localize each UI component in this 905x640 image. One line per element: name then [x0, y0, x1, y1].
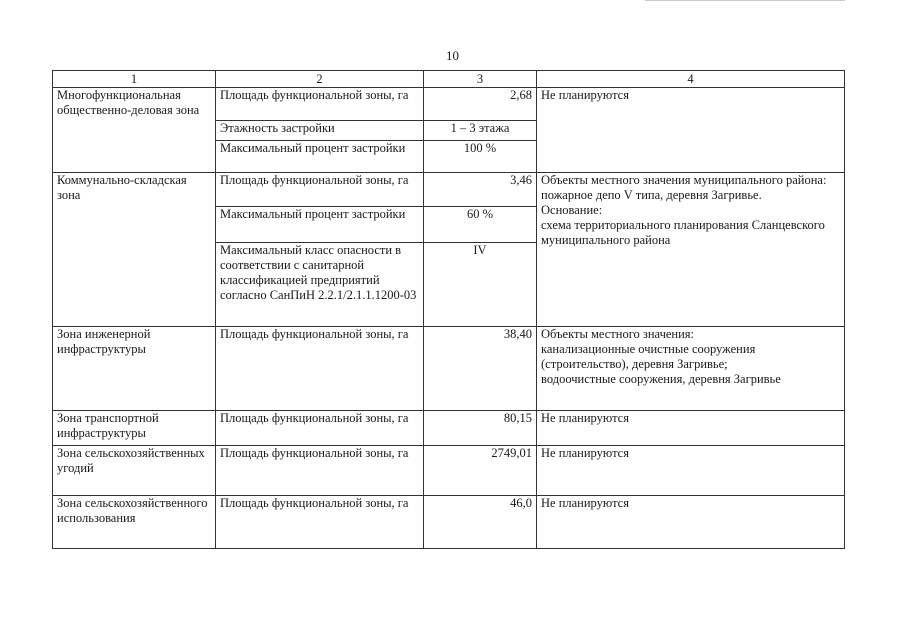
- parameter-cell: Площадь функциональной зоны, га: [216, 173, 424, 207]
- parameter-cell: Этажность застройки: [216, 121, 424, 141]
- value-cell: 3,46: [424, 173, 537, 207]
- description-line: канализационные очистные сооружения (строительство), деревня Загривье;: [541, 342, 756, 371]
- value-cell: 38,40: [424, 327, 537, 411]
- parameter-cell: Площадь функциональной зоны, га: [216, 411, 424, 446]
- table-row: [53, 173, 845, 207]
- table-row: [53, 411, 845, 446]
- parameter-cell: Площадь функциональной зоны, га: [216, 446, 424, 496]
- value-cell: 46,0: [424, 496, 537, 549]
- table-row: [53, 88, 845, 121]
- page-number: 10: [446, 48, 459, 63]
- zone-name-cell: Зона инженерной инфраструктуры: [53, 327, 216, 411]
- parameter-cell: Площадь функциональной зоны, га: [216, 496, 424, 549]
- value-cell: 2,68: [424, 88, 537, 121]
- table-row: [53, 327, 845, 411]
- zone-name-cell: Многофункциональная общественно-деловая зона: [53, 88, 216, 173]
- description-line: Основание:: [541, 203, 603, 217]
- parameter-cell: Максимальный класс опасности в соответствии с санитарной классификацией предприятий согласно СанПиН 2.2.1/2.1.1.1200-03: [216, 243, 424, 327]
- description-cell: [537, 327, 845, 411]
- zone-name-cell: Зона транспортной инфраструктуры: [53, 411, 216, 446]
- value-cell: 2749,01: [424, 446, 537, 496]
- column-header-3: 3: [424, 71, 537, 88]
- value-cell: 1 – 3 этажа: [424, 121, 537, 141]
- table-row: [53, 446, 845, 496]
- value-cell: 80,15: [424, 411, 537, 446]
- value-cell: IV: [424, 243, 537, 327]
- table-row: [53, 496, 845, 549]
- zone-name-cell: Коммунально-складская зона: [53, 173, 216, 327]
- description-cell: Не планируются: [537, 411, 845, 446]
- description-cell: Не планируются: [537, 88, 845, 173]
- description-cell: [537, 173, 845, 327]
- column-header-4: 4: [537, 71, 845, 88]
- description-cell: Не планируются: [537, 496, 845, 549]
- parameter-cell: Площадь функциональной зоны, га: [216, 327, 424, 411]
- description-line: Объекты местного значения:: [541, 327, 695, 341]
- column-header-2: 2: [216, 71, 424, 88]
- parameter-cell: Площадь функциональной зоны, га: [216, 88, 424, 121]
- zone-name-cell: Зона сельскохозяйственных угодий: [53, 446, 216, 496]
- value-cell: 60 %: [424, 207, 537, 243]
- value-cell: 100 %: [424, 141, 537, 173]
- description-line: пожарное депо V типа, деревня Загривье.: [541, 188, 762, 202]
- parameter-cell: Максимальный процент застройки: [216, 141, 424, 173]
- zone-name-cell: Зона сельскохозяйственного использования: [53, 496, 216, 549]
- parameter-cell: Максимальный процент застройки: [216, 207, 424, 243]
- description-line: Объекты местного значения муниципального района:: [541, 173, 827, 187]
- header-row: [53, 71, 845, 88]
- description-line: водоочистные сооружения, деревня Загривье: [541, 372, 781, 386]
- description-line: схема территориального планирования Сланцевского муниципального района: [541, 218, 825, 247]
- scan-artifact-line: [645, 0, 845, 1]
- description-cell: Не планируются: [537, 446, 845, 496]
- zones-table: [52, 70, 845, 549]
- column-header-1: 1: [53, 71, 216, 88]
